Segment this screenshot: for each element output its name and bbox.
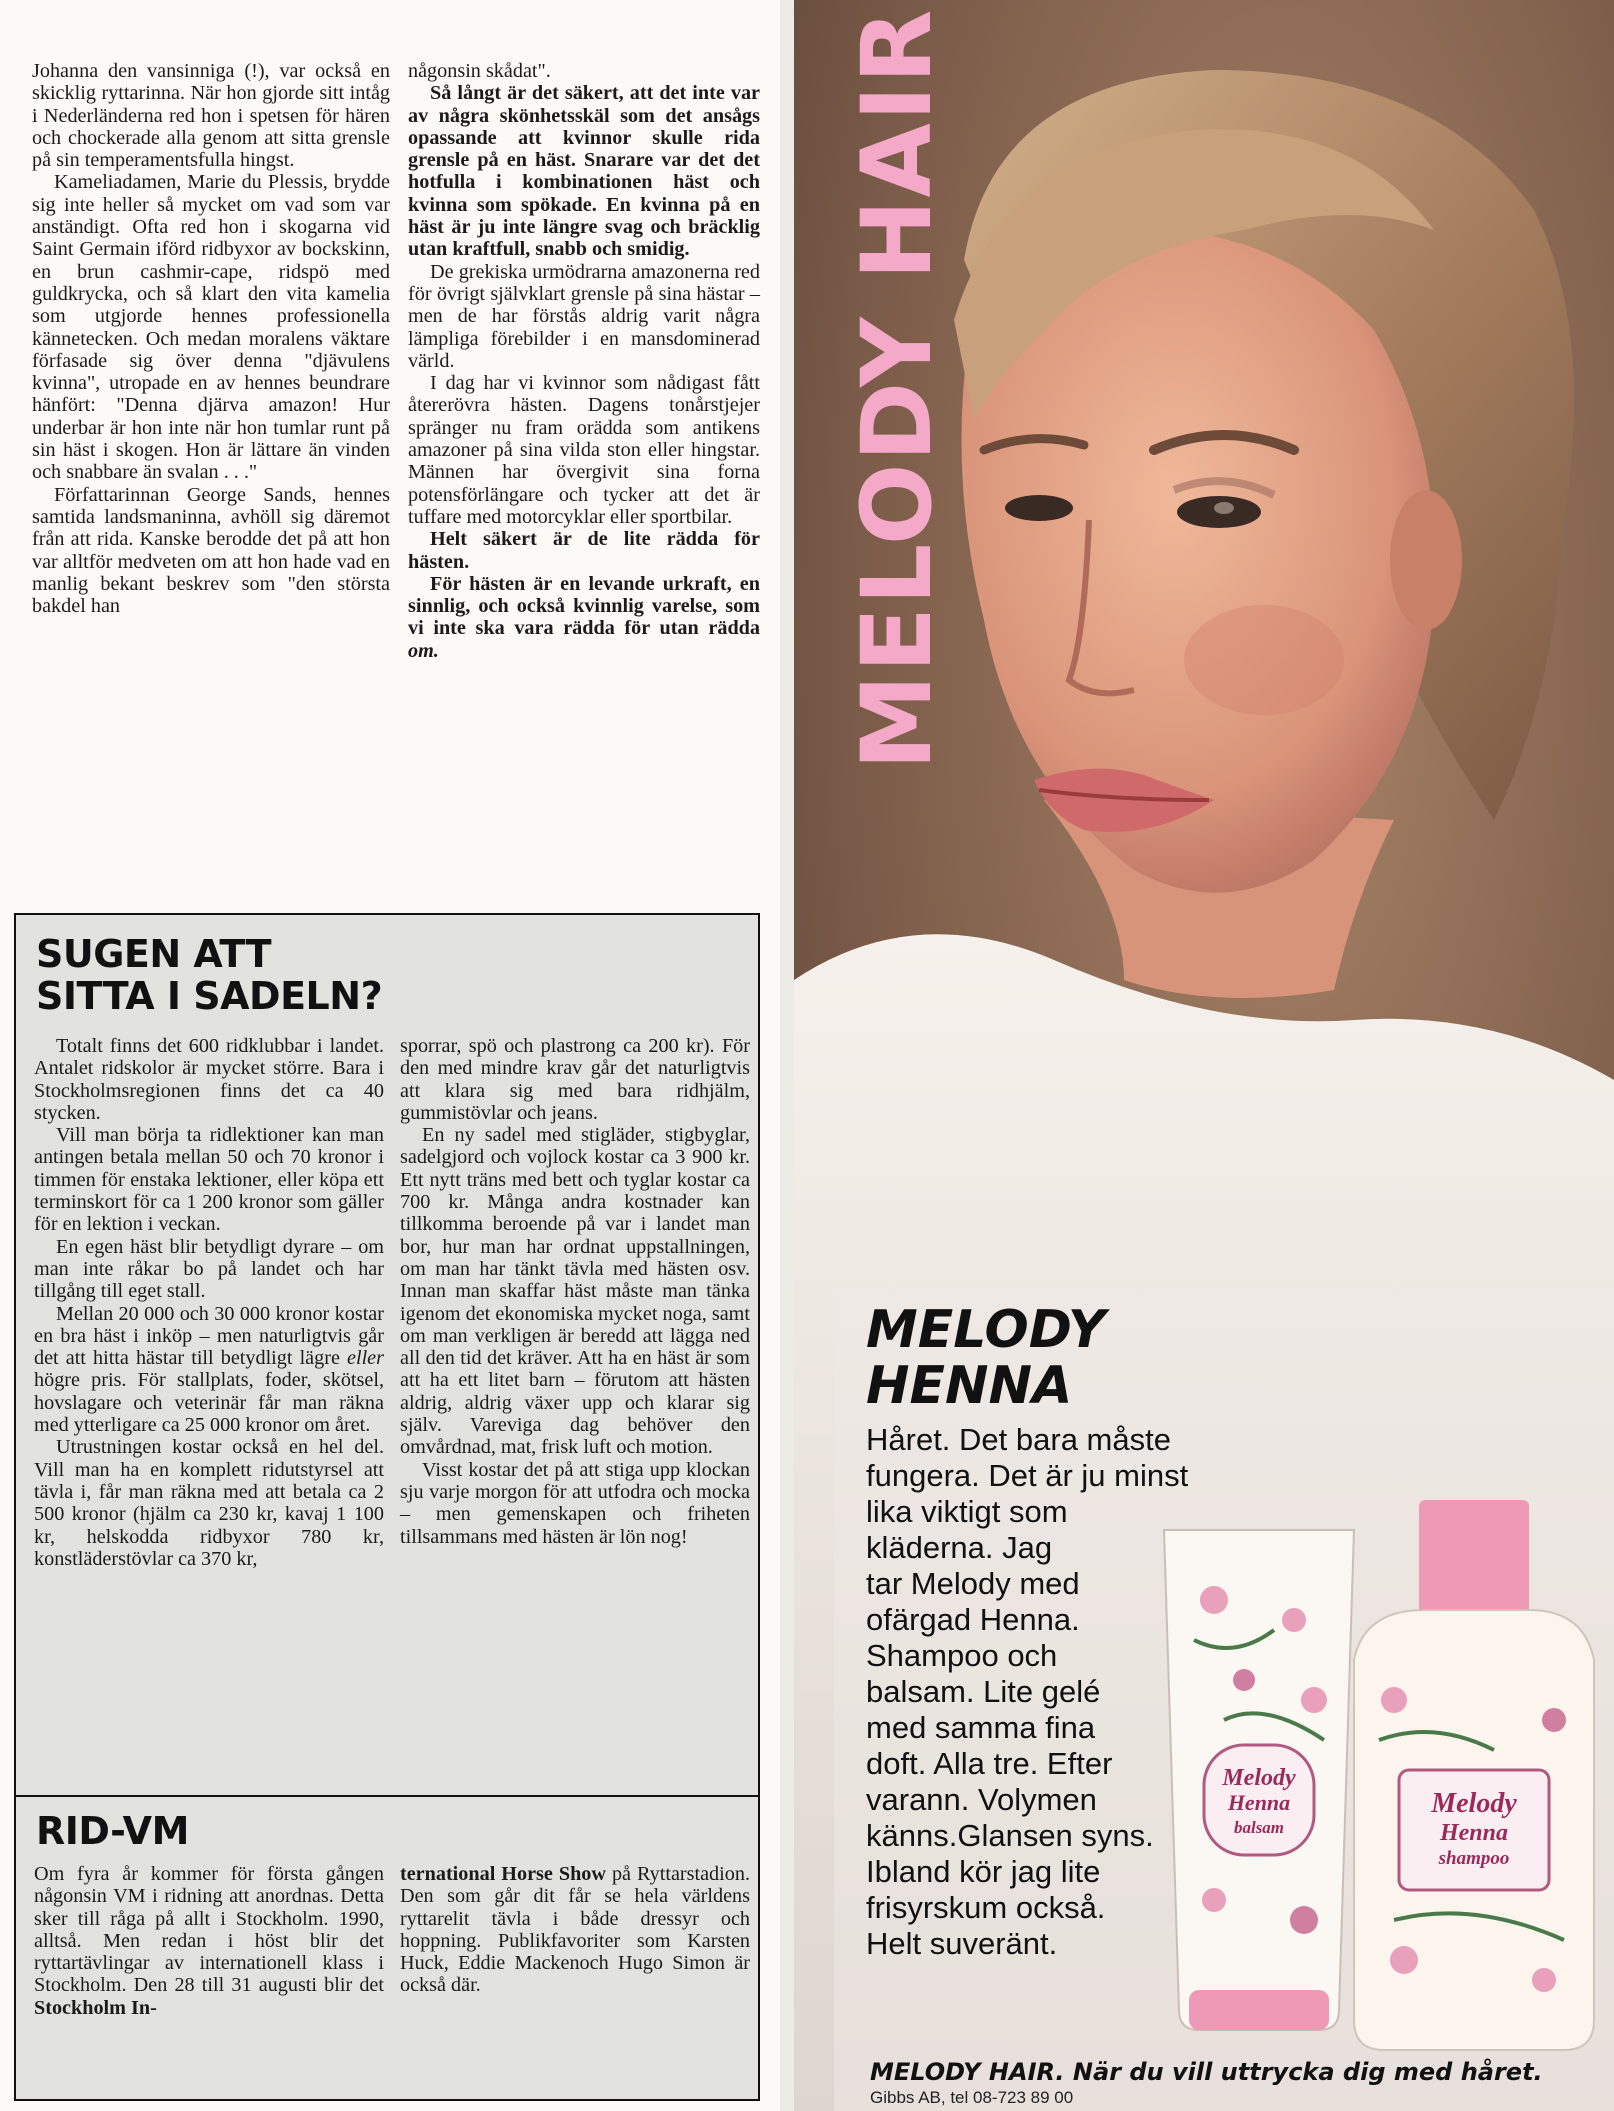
sidebar-paragraph: Vill man börja ta ridlektioner kan man antingen betala mellan 50 och 70 kronor i timmen för enstaka lektioner, eller köpa ett terminskort för ca 1 200 kronor som gäller för en lektion i veckan. xyxy=(34,1124,384,1236)
eye-highlight xyxy=(1214,502,1234,514)
article-paragraph-bold xyxy=(408,573,760,662)
sidebar-heading-line-2: SITTA I SADELN? xyxy=(36,974,383,1018)
ad-body-line: Helt suveränt. xyxy=(866,1926,1058,1961)
ad-vertical-title: MELODY HAIR xyxy=(841,7,953,770)
ad-body-line: lika viktigt som xyxy=(866,1494,1068,1529)
ad-body-line: ofärgad Henna. xyxy=(866,1602,1080,1637)
slogan-text: När du vill uttrycka dig med håret. xyxy=(1072,2058,1543,2086)
ad-title-line-2: HENNA xyxy=(866,1356,1073,1416)
slogan-brand: MELODY HAIR. xyxy=(870,2058,1065,2086)
ad-body-line: känns.Glansen syns. xyxy=(866,1818,1154,1853)
article-paragraph: I dag har vi kvinnor som nådigast fått återerövra hästen. Dagens tonårstjejer spränger nu fram orädda som antikens amazoner på sina vilda ston eller hingstar. Männen har övergivit sina forna potensförlängare och tycker att det är tuffare med motorcyklar eller sportbilar. xyxy=(408,372,760,528)
ear xyxy=(1390,490,1462,630)
sidebar-paragraph: Totalt finns det 600 ridklubbar i landet. Antalet ridskolor är mycket större. Bara i Stockholmsregionen finns det ca 40 stycken. xyxy=(34,1035,384,1124)
bottle-line: Henna xyxy=(1439,1820,1509,1846)
article-column-1 xyxy=(32,60,390,617)
ad-body-line: kläderna. Jag xyxy=(866,1530,1053,1565)
cheek-blush xyxy=(1184,605,1344,715)
article-column-2 xyxy=(408,60,760,662)
ad-body-line: varann. Volymen xyxy=(866,1782,1097,1817)
sidebar-paragraph: En ny sadel med stigläder, stigbyglar, sadelgjord och vojlock kostar ca 3 900 kr. Ett nytt träns med bett och tyglar kostar ca 700 kr. Många andra kostnader kan tillkomma beroende på var i landet man bor, hur man har ordnat uppstallningen, om man har tänkt tävla med hästen osv. Innan man skaffar häst måste man tänka igenom det ekonomiska mycket noga, samt om man verkligen är beredd att lägga ned all den tid det kräver. Att ha en häst är som att ha ett litet barn – förutom att hästen aldrig, aldrig växer upp och klarar sig själv. Vareviga dag behöver den omvårdnad, mat, frisk luft och motion. xyxy=(400,1124,750,1459)
ridvm-event-name: Stockholm In- xyxy=(34,1996,157,2019)
article-page xyxy=(0,0,790,2111)
tube-brand: Melody xyxy=(1222,1765,1296,1791)
ridvm-text: på Ryttarstadion. Den som går dit får se hela världens ryttarelit tävla i både dressyr och hoppning. Publikfavoriter som Karsten Huck, Eddie Mackenoch Hugo Simon är också där. xyxy=(400,1863,750,1997)
article-paragraph: Johanna den vansinniga (!), var också en skicklig ryttarinna. När hon gjorde sitt intåg i Nederländerna red hon i spetsen för hären och chockerade alla genom att sitta grensle på sin temperamentsfulla hingst. xyxy=(32,60,390,172)
closing-text: För hästen är en levande urkraft, en sinnlig, och också kvinnlig varelse, som vi inte ska vara rädda för utan rädda xyxy=(408,572,760,640)
tube-type: balsam xyxy=(1233,1818,1285,1837)
article-paragraph-bold: Helt säkert är de lite rädda för hästen. xyxy=(408,528,760,573)
page-gutter xyxy=(780,0,794,2111)
ridvm-column-1 xyxy=(34,1863,384,2019)
ad-body-line: Håret. Det bara måste xyxy=(866,1422,1171,1457)
ad-slogan xyxy=(870,2058,1614,2086)
sidebar-column-2 xyxy=(400,1035,750,1548)
sidebar-text: Mellan 20 000 och 30 000 kronor kostar en bra häst i inköp – men naturligtvis går det att hitta hästar till betydligt lägre xyxy=(34,1302,384,1370)
ad-body-line: med samma fina xyxy=(866,1710,1096,1745)
bottle-type: shampoo xyxy=(1438,1848,1510,1869)
bottle-brand: Melody xyxy=(1431,1788,1517,1819)
sidebar-paragraph: Utrustningen kostar också en hel del. Vill man ha en komplett ridutstyrsel att tävla i, får man räkna med att betala ca 2 500 kronor (hjälm ca 230 kr, kavaj 1 100 kr, helskodda ridbyxor 780 kr, konstläderstövlar ca 370 kr, xyxy=(34,1436,384,1570)
ad-body-line: Shampoo och xyxy=(866,1638,1058,1673)
sidebar-paragraph xyxy=(34,1303,384,1437)
sidebar-paragraph: En egen häst blir betydligt dyrare – om man inte råkar bo på landet och har tillgång till eget stall. xyxy=(34,1235,384,1303)
section-divider xyxy=(16,1795,758,1797)
ridvm-text: Om fyra år kommer för första gången någonsin VM i ridning att anordnas. Detta sker till råga på allt i Stockholm. 1990, alltså. Men redan i höst blir det ryttartävlingar av internationell klass i Stockholm. Den 28 till 31 augusti blir det xyxy=(34,1863,384,1997)
closing-emphasis: om. xyxy=(408,639,439,662)
sidebar-paragraph: Visst kostar det på att stiga upp klockan sju varje morgon för att utfodra och mocka – men gemenskapen och friheten tillsammans med hästen är lön nog! xyxy=(400,1458,750,1548)
tube-line: Henna xyxy=(1227,1790,1291,1815)
ad-body xyxy=(866,1422,1236,1962)
sidebar-box xyxy=(14,913,760,2101)
ad-body-line: balsam. Lite gelé xyxy=(866,1674,1101,1709)
ridvm-event-name: ternational Horse Show xyxy=(400,1863,606,1885)
ridvm-paragraph xyxy=(400,1863,750,1997)
ad-contact: Gibbs AB, tel 08-723 89 00 xyxy=(870,2088,1074,2107)
ad-title-line-1: MELODY xyxy=(866,1300,1106,1360)
ad-body-line: frisyrskum också. xyxy=(866,1890,1106,1925)
ad-body-line: doft. Alla tre. Efter xyxy=(866,1746,1113,1781)
sidebar-paragraph: sporrar, spö och plastrong ca 200 kr). För den med mindre krav går det naturligtvis att klara sig med bara ridhjälm, gummistövlar och jeans. xyxy=(400,1035,750,1124)
sidebar-column-1 xyxy=(34,1035,384,1570)
ridvm-paragraph xyxy=(34,1863,384,2019)
article-paragraph: någonsin skådat". xyxy=(408,60,551,82)
sidebar-text: högre pris. För stallplats, foder, skötsel, hovslagare och veterinär får man räkna med ytterligare ca 25 000 kronor om året. xyxy=(34,1369,384,1437)
eye xyxy=(1005,495,1073,521)
article-paragraph-bold: Så långt är det säkert, att det inte var av några skönhetsskäl som det ansågs opassande att kvinnor skulle rida grensle på en häst. Snarare var det det hotfulla i kombinationen häst och kvinna som spökade. En kvinna på en häst är ju inte längre svag och bräcklig utan kraftfull, snabb och smidig. xyxy=(408,82,760,261)
sidebar-heading xyxy=(36,933,382,1017)
ridvm-heading: RID-VM xyxy=(36,1809,189,1853)
ad-body-line: tar Melody med xyxy=(866,1566,1080,1601)
ad-title xyxy=(866,1302,1386,1414)
ad-body-line: Ibland kör jag lite xyxy=(866,1854,1101,1889)
sidebar-emphasis: eller xyxy=(347,1347,384,1370)
article-paragraph: Kameliadamen, Marie du Plessis, brydde sig inte heller så mycket om vad som var anständigt. Ofta red hon i skogarna vid Saint Germain iförd ridbyxor av bockskinn, en brun cashmir-cape, ridspö med guldkrycka, och så klart den vita kamelia som utgjorde hennes professionella kännetecken. Och medan moralens väktare förfasade sig över denna "djävulens kvinna", utropade en av hennes beundrare hänfört: "Denna djärva amazon! Hur underbar är hon inte när hon tumlar runt på sin häst i skogen. Hon är lättare än vinden och snabbare än svalan . . ." xyxy=(32,171,390,484)
ad-body-line: fungera. Det är ju minst xyxy=(866,1458,1189,1493)
article-paragraph: De grekiska urmödrarna amazonerna red för övrigt självklart grensle på sina hästar – men de har förstås aldrig varit några lämpliga förebilder i en mansdominerad värld. xyxy=(408,260,760,372)
ridvm-column-2 xyxy=(400,1863,750,1997)
article-paragraph: Författarinnan George Sands, hennes samtida landsmaninna, avhöll sig däremot från att rida. Kanske berodde det på att hon var alltför medveten om att hon hade vad en manlig bekant beskrev som "den största bakdel han xyxy=(32,483,390,618)
sidebar-heading-line-1: SUGEN ATT xyxy=(36,932,272,976)
